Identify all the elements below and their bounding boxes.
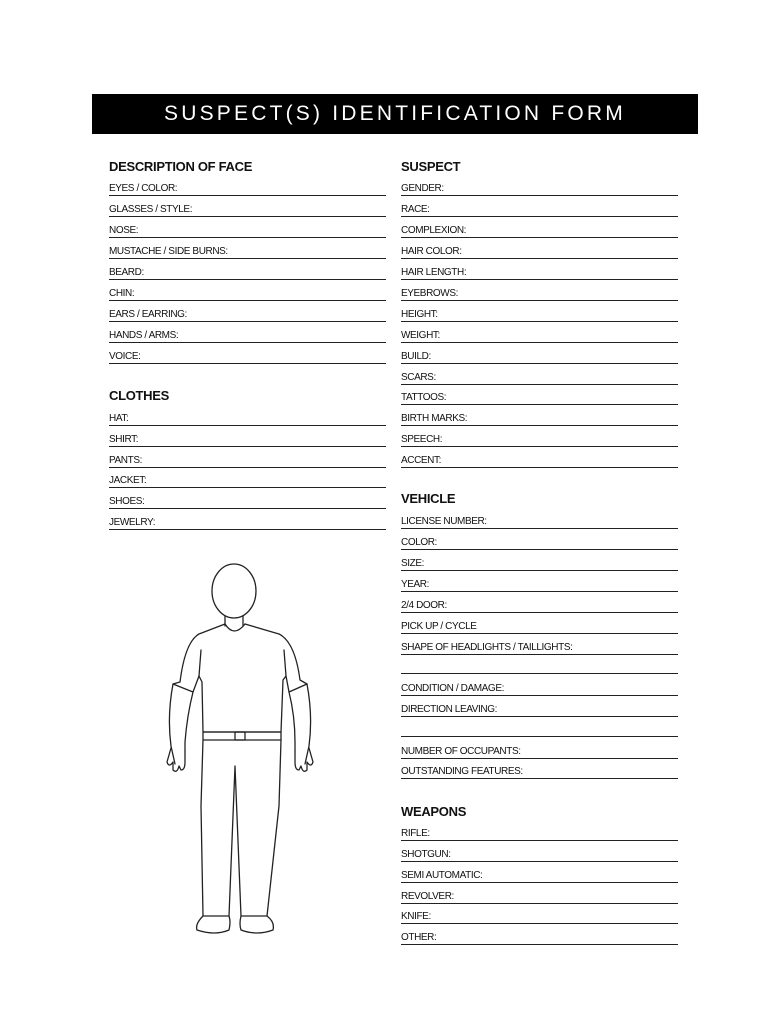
field-chin[interactable]: CHIN: [109, 280, 386, 301]
section-heading-face: DESCRIPTION OF FACE [109, 159, 253, 174]
field-outstanding-features[interactable]: OUTSTANDING FEATURES: [401, 758, 678, 779]
figure-right-shoe [240, 916, 273, 933]
figure-pants [201, 740, 281, 916]
figure-left-shoe [197, 916, 230, 933]
field-size[interactable]: SIZE: [401, 550, 678, 571]
field-semi-automatic[interactable]: SEMI AUTOMATIC: [401, 862, 678, 883]
body-outline-figure [155, 556, 325, 952]
field-build[interactable]: BUILD: [401, 343, 678, 364]
field-nose[interactable]: NOSE: [109, 217, 386, 238]
field-complexion[interactable]: COMPLEXION: [401, 217, 678, 238]
field-headlights-extra-line[interactable] [401, 673, 678, 674]
field-glasses-style[interactable]: GLASSES / STYLE: [109, 196, 386, 217]
section-heading-vehicle: VEHICLE [401, 491, 456, 506]
field-scars[interactable]: SCARS: [401, 364, 678, 385]
field-shoes[interactable]: SHOES: [109, 488, 386, 509]
field-jewelry[interactable]: JEWELRY: [109, 509, 386, 530]
field-voice[interactable]: VOICE: [109, 343, 386, 364]
field-pants[interactable]: PANTS: [109, 447, 386, 468]
field-shotgun[interactable]: SHOTGUN: [401, 841, 678, 862]
section-heading-suspect: SUSPECT [401, 159, 461, 174]
field-shirt[interactable]: SHIRT: [109, 426, 386, 447]
field-weight[interactable]: WEIGHT: [401, 322, 678, 343]
field-revolver[interactable]: REVOLVER: [401, 883, 678, 904]
field-gender[interactable]: GENDER: [401, 175, 678, 196]
field-vehicle-color[interactable]: COLOR: [401, 529, 678, 550]
field-birth-marks[interactable]: BIRTH MARKS: [401, 405, 678, 426]
field-eyebrows[interactable]: EYEBROWS: [401, 280, 678, 301]
field-door-count[interactable]: 2/4 DOOR: [401, 592, 678, 613]
field-eyes-color[interactable]: EYES / COLOR: [109, 175, 386, 196]
field-jacket[interactable]: JACKET: [109, 467, 386, 488]
figure-belt-buckle [235, 732, 245, 740]
field-accent[interactable]: ACCENT: [401, 447, 678, 468]
field-mustache-sideburns[interactable]: MUSTACHE / SIDE BURNS: [109, 238, 386, 259]
figure-left-hand [167, 748, 185, 771]
right-column [401, 0, 678, 1024]
section-heading-clothes: CLOTHES [109, 388, 170, 403]
field-headlights-shape[interactable]: SHAPE OF HEADLIGHTS / TAILLIGHTS: [401, 634, 678, 655]
field-condition-damage[interactable]: CONDITION / DAMAGE: [401, 675, 678, 696]
field-number-of-occupants[interactable]: NUMBER OF OCCUPANTS: [401, 738, 678, 759]
figure-belt [203, 732, 281, 740]
figure-right-hand [295, 748, 313, 771]
figure-right-arm [289, 684, 311, 764]
form-title: SUSPECT(S) IDENTIFICATION FORM [92, 94, 698, 134]
field-knife[interactable]: KNIFE: [401, 903, 678, 924]
field-direction-leaving[interactable]: DIRECTION LEAVING: [401, 696, 678, 717]
field-tattoos[interactable]: TATTOOS: [401, 384, 678, 405]
field-rifle[interactable]: RIFLE: [401, 820, 678, 841]
section-heading-weapons: WEAPONS [401, 804, 467, 819]
figure-left-arm [169, 684, 193, 764]
field-hands-arms[interactable]: HANDS / ARMS: [109, 322, 386, 343]
field-beard[interactable]: BEARD: [109, 259, 386, 280]
field-ears-earring[interactable]: EARS / EARRING: [109, 301, 386, 322]
field-speech[interactable]: SPEECH: [401, 426, 678, 447]
field-year[interactable]: YEAR: [401, 571, 678, 592]
field-height[interactable]: HEIGHT: [401, 301, 678, 322]
figure-collar [225, 624, 245, 631]
field-other[interactable]: OTHER: [401, 924, 678, 945]
field-race[interactable]: RACE: [401, 196, 678, 217]
field-license-number[interactable]: LICENSE NUMBER: [401, 508, 678, 529]
figure-head [212, 564, 256, 618]
field-hair-color[interactable]: HAIR COLOR: [401, 238, 678, 259]
field-hair-length[interactable]: HAIR LENGTH: [401, 259, 678, 280]
field-direction-extra-line[interactable] [401, 736, 678, 737]
figure-shirt [173, 624, 307, 732]
field-pickup-cycle[interactable]: PICK UP / CYCLE [401, 613, 678, 634]
field-hat[interactable]: HAT: [109, 405, 386, 426]
